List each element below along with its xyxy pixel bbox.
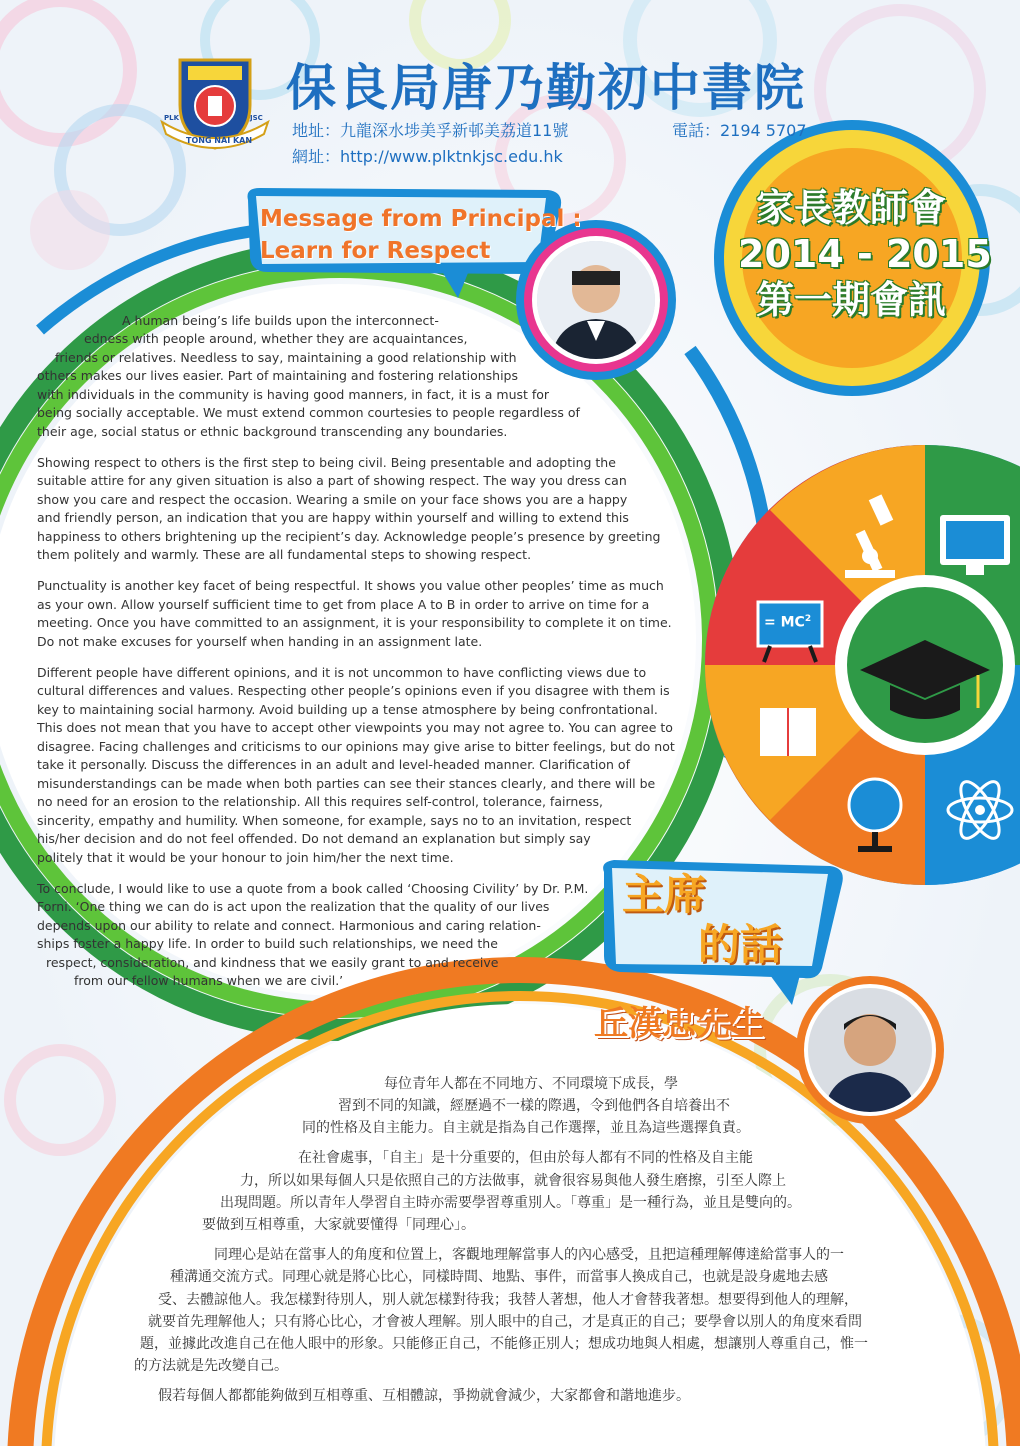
message-line: no need for an erosion to the relationship. All this requires self-control, tolerance, fairness, — [37, 794, 603, 809]
message-line: as your own. Allow yourself sufficient time to get from place A to B in order to arrive on time for a — [37, 597, 650, 612]
principal-title-line1: Message from Principal : — [260, 206, 582, 232]
badge-line2: 2014 - 2015 — [738, 232, 992, 276]
formula-exponent: 2 — [804, 614, 812, 624]
message-line: Do not make excuses for yourself when handing in an assignment late. — [37, 634, 483, 649]
message-line: Different people have different opinions, and it is not uncommon to have conflicting views due to — [37, 665, 647, 680]
principal-title-line2: Learn for Respect — [260, 238, 491, 264]
message-line: edness with people around, whether they are acquaintances, — [84, 331, 468, 346]
school-address: 地址：九龍深水埗美孚新邨美荔道11號 — [292, 121, 569, 140]
message-line: cultural differences and values. Respecting other people’s opinions even if you disagree with them is — [37, 683, 670, 698]
message-line: take it personally. Discuss the differences in an adult and level-headed manner. Clarification of — [37, 757, 630, 772]
message-line: respect, consideration, and kindness that we easily grant to and receive — [46, 955, 499, 970]
message-line: his/her decision and do not feel offended. Do not demand an explanation but simply say — [37, 831, 591, 846]
badge-line1: 家長教師會 — [755, 186, 946, 230]
message-line: them politely and warmly. These are all fundamental steps to showing respect. — [37, 547, 532, 562]
chairman-line: 就要首先理解他人；只有將心比心，才會被人理解。別人眼中的自己，才是真正的自己；要學會以別人的角度來看問 — [148, 1314, 862, 1330]
chairman-title — [622, 870, 782, 970]
chairman-name: 丘漢忠先生 — [594, 1004, 764, 1044]
chairman-line: 在社會處事，「自主」是十分重要的，但由於每人都有不同的性格及自主能 — [298, 1150, 753, 1166]
chairman-line: 同理心是站在當事人的角度和位置上，客觀地理解當事人的內心感受，且把這種理解傳達給當事人的一 — [214, 1247, 844, 1263]
message-line: This does not mean that you have to accept other viewpoints you may not agree to. You can agree to — [37, 720, 673, 735]
message-line: their age, social status or ethnic background transcending any boundaries. — [37, 424, 508, 439]
message-line: happiness to others brightening up the recipient’s day. Acknowledge people’s presence by greeting — [37, 529, 661, 544]
message-line: disagree. Facing challenges and criticisms to our opinions may give arise to bitter feelings, but do not — [37, 739, 675, 754]
formula-text: = MC — [764, 614, 805, 631]
message-line: and friendly person, an indication that you are happy within yourself and willing to extend this — [37, 510, 629, 525]
chairman-line: 假若每個人都都能夠做到互相尊重、互相體諒，爭拗就會減少，大家都會和諧地進步。 — [158, 1388, 690, 1404]
chairman-line: 受、去體諒他人。我怎樣對待別人，別人就怎樣對待我；我替人著想，他人才會替我著想。想要得到他人的理解， — [158, 1292, 858, 1308]
school-name: 保良局唐乃勤初中書院 — [286, 59, 806, 117]
message-line: being socially acceptable. We must extend common courtesies to people regardless of — [37, 405, 580, 420]
message-line: Punctuality is another key facet of being respectful. It shows you value other peoples’ time as much — [37, 578, 664, 593]
chairman-line: 習到不同的知識，經歷過不一樣的際遇，令到他們各自培養出不 — [338, 1098, 730, 1114]
school-website[interactable]: 網址：http://www.plktnkjsc.edu.hk — [292, 147, 563, 166]
chairman-line: 的方法就是先改變自己。 — [134, 1358, 288, 1374]
message-line: depends upon our ability to relate and connect. Harmonious and caring relation- — [37, 918, 541, 933]
chairman-line: 題，並據此改進自己在他人眼中的形象。只能修正自己，不能修正別人；想成功地與人相處，想讓別人尊重自己，惟一 — [140, 1336, 868, 1352]
message-line: others makes our lives easier. Part of maintaining and fostering relationships — [37, 368, 518, 383]
school-logo — [160, 50, 270, 154]
chairman-line: 要做到互相尊重，大家就要懂得「同理心」。 — [202, 1217, 475, 1233]
message-line: friends or relatives. Needless to say, maintaining a good relationship with — [55, 350, 517, 365]
message-line: politely that it would be your honour to join him/her the next time. — [37, 850, 454, 865]
chairman-line: 出現問題。所以青年人學習自主時亦需要學習尊重別人。「尊重」是一種行為，並且是雙向的。 — [220, 1195, 801, 1211]
chairman-line: 同的性格及自主能力。自主就是指為自己作選擇，並且為這些選擇負責。 — [302, 1120, 750, 1136]
chairman-line: 力，所以如果每個人只是依照自己的方法做事，就會很容易與他人發生磨擦，引至人際上 — [240, 1173, 786, 1189]
school-phone: 電話：2194 5707 — [672, 121, 807, 140]
message-line: from our fellow humans when we are civil.’ — [74, 973, 344, 988]
message-line: meeting. Once you have committed to an assignment, it is your responsibility to complete it on time. — [37, 615, 672, 630]
message-line: To conclude, I would like to use a quote from a book called ‘Choosing Civility’ by Dr. P.M. — [37, 881, 589, 896]
message-line: misunderstandings can be made when both parties can see their stances clearly, and there will be — [37, 776, 656, 791]
message-line: A human being’s life builds upon the interconnect- — [122, 313, 439, 328]
message-line: with individuals in the community is having good manners, in fact, it is a must for — [37, 387, 550, 402]
logo-text-bottom: TONG NAI KAN — [186, 136, 253, 145]
badge-line3: 第一期會訊 — [755, 278, 946, 322]
logo-text-right: JSC — [250, 114, 263, 122]
message-line: show you care and respect the occasion. Wearing a smile on your face shows you are a happy — [37, 492, 628, 507]
newsletter-badge — [738, 185, 992, 323]
message-line: Forni. ‘One thing we can do is act upon the realization that the quality of our lives — [37, 899, 550, 914]
message-line: sincerity, empathy and humility. When someone, for example, says no to an invitation, respect — [37, 813, 632, 828]
chairman-line: 每位青年人都在不同地方、不同環境下成長，學 — [384, 1076, 678, 1092]
formula-label — [764, 614, 811, 631]
message-line: suitable attire for any given situation is also a part of showing respect. The way you dress can — [37, 473, 627, 488]
chairman-title-line1: 主席 — [622, 870, 707, 919]
message-line: ships foster a happy life. In order to build such relationships, we need the — [37, 936, 498, 951]
principal-message-title — [260, 203, 582, 267]
chairman-title-line2: 的話 — [698, 920, 783, 969]
chairman-photo — [808, 988, 932, 1112]
chairman-line: 種溝通交流方式。同理心就是將心比心，同樣時間、地點、事件，而當事人換成自己，也就是設身處地去感 — [170, 1269, 828, 1285]
logo-text-left: PLK — [164, 114, 180, 122]
message-line: key to maintaining social harmony. Avoid building up a tense atmosphere by being confrontational. — [37, 702, 658, 717]
message-line: Showing respect to others is the first step to being civil. Being presentable and adopting the — [37, 455, 616, 470]
